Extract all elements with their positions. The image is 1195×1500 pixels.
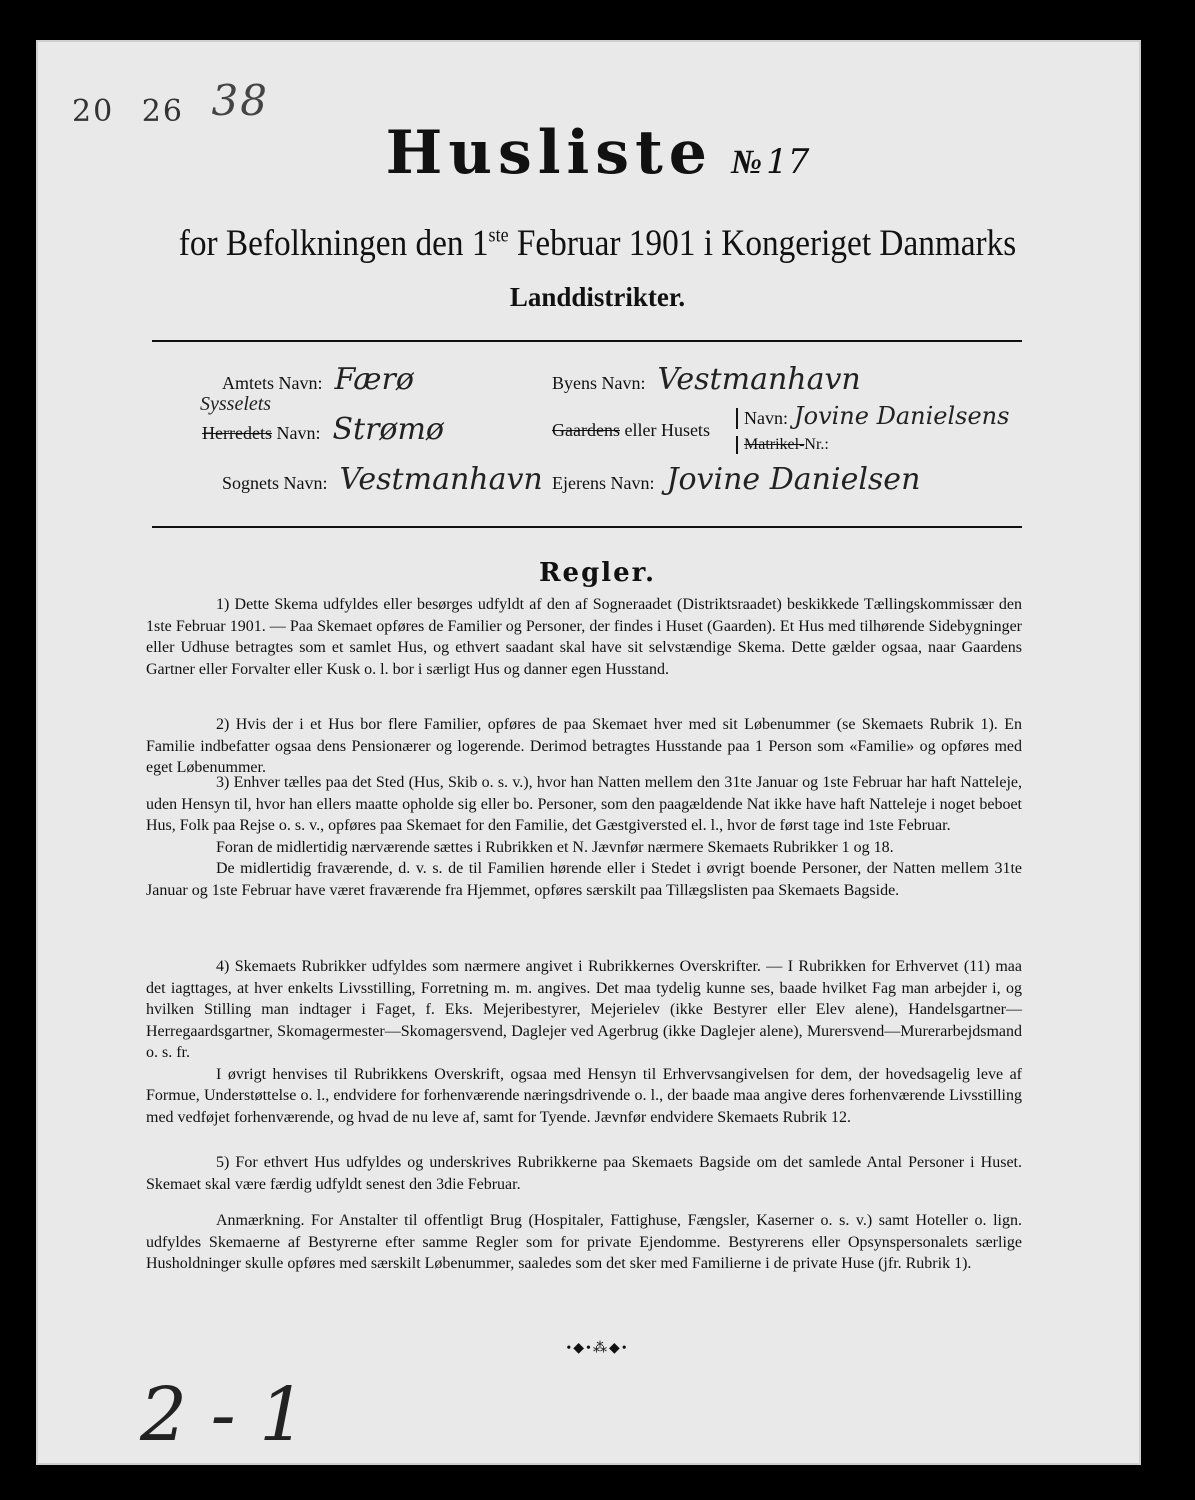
corner-number-1: 20 (72, 94, 115, 129)
ejer-value: Jovine Danielsen (666, 462, 921, 497)
subtitle-pre: for Befolkningen den 1 (178, 223, 489, 264)
title-main: Husliste (385, 118, 713, 188)
subtitle-post: Februar 1901 i Kongeriget Danmarks (508, 223, 1017, 264)
herred-label-2: Navn: (276, 423, 321, 443)
amt-field (222, 362, 414, 397)
rule-1-text: 1) Dette Skema udfyldes eller besørges udfyldt af den af Sogneraadet (Distriktsraadet) beskikkede Tællingskommissær den 1ste Februar 1901. — Paa Skemaet opføres de Familier og Personer, der findes i Huset (Gaarden). Et Hus med tilhørende Sidebygninger eller Udhuse betragtes som et samlet Hus, og ethvert saadant skal have sit selvstændige Skema. Dette gælder ogsaa, naar Gaardens Gartner eller Forvalter eller Kusk o. l. bor i særligt Hus og danner egen Husstand. (146, 596, 1022, 678)
ejer-field (552, 462, 920, 497)
by-label: Byens Navn: (552, 373, 646, 393)
gaard-label-a: Gaardens (552, 420, 620, 440)
rule-1 (146, 594, 1022, 680)
form-subtitle-2: Landdistrikter. (509, 282, 686, 312)
gaard-navn-field (736, 402, 1009, 430)
herred-field (202, 412, 444, 447)
rule-3 (146, 772, 1022, 901)
rule-2-text: 2) Hvis der i et Hus bor flere Familier, opføres de paa Skemaet hver med sit Løbenummer (se Skemaets Rubrik 1). En Familie indbefatter ogsaa dens Pensionærer og logerende. Derimod betragtes Husstande paa 1 Person som «Familie» og opføres med eget Løbenummer. (146, 716, 1022, 776)
top-divider (152, 340, 1022, 342)
herred-value: Strømø (332, 412, 444, 447)
ornament-divider: •◆•⁂◆• (566, 1341, 629, 1356)
annotation-text: Anmærkning. For Anstalter til offentligt Brug (Hospitaler, Fattighuse, Fængsler, Kaserner o. s. v.) samt Hoteller o. lign. udfyldes Skemaerne af Bestyrerne efter samme Regler som for private Ejendomme. Bestyrerens eller Opsynspersonalets særlige Husholdninger skulle opføres med særskilt Løbenummer, saaledes som det sker med Familierne i de private Huse (jfr. Rubrik 1). (146, 1212, 1022, 1272)
sogn-field (222, 462, 543, 497)
bottom-handwritten-note: 2 - 1 (140, 1372, 307, 1458)
rule-4b-text: I øvrigt henvises til Rubrikkens Overskrift, ogsaa med Hensyn til Erhvervsangivelsen for dem, der hovedsagelig leve af Formue, Understøttelse o. l., endvidere for forhenværende næringsdrivende o. l., der baade maa angive deres forhenværende Livsstilling med vedføjet forhenværende, og hvad de nu leve af, samt for Tyende. Jævnfør endvidere Skemaets Rubrik 12. (146, 1065, 1022, 1126)
rule-3c-text: De midlertidig fraværende, d. v. s. de til Familien hørende eller i Stedet i øvrigt boende Personer, der Natten mellem 31te Januar og 1ste Februar have været fraværende fra Hjemmet, opføres særskilt paa Tillægslisten paa Skemaets Bagside. (146, 860, 1022, 899)
corner-number-2: 26 (141, 94, 184, 129)
rule-3b-text: Foran de midlertidig nærværende sættes i Rubrikken et N. Jævnfør nærmere Skemaets Rubrikker 1 og 18. (216, 838, 894, 856)
rule-5-text: 5) For ethvert Hus udfyldes og underskrives Rubrikkerne paa Skemaets Bagside om det samlede Antal Personer i Huset. Skemaet skal være færdig udfyldt senest den 3die Februar. (146, 1154, 1022, 1193)
amt-label: Amtets Navn: (222, 373, 323, 393)
form-subtitle (60, 222, 1136, 265)
matrikel-label-b: Nr.: (804, 436, 829, 453)
amt-value: Færø (334, 362, 414, 397)
annotation-note (146, 1210, 1022, 1275)
by-field (552, 362, 861, 397)
rule-5 (146, 1152, 1022, 1195)
matrikel-label-a: Matrikel- (744, 436, 805, 453)
list-number-handwritten: 17 (766, 142, 810, 182)
rule-4a-text: 4) Skemaets Rubrikker udfyldes som nærmere angivet i Rubrikkernes Overskrifter. — I Rubrikken for Erhvervet (11) maa det iagttages, at hver enkelts Livsstilling, Forretning m. m. angives. Det maa tydelig kunne ses, baade hvilket Fag man arbejder i, og hvilken Stilling man indtager i Faget, f. Eks. Mejeribestyrer, Mejerielev (ikke Bestyrer eller Elev alene), Handelsgartner—Herregaardsgartner, Skomagermester—Skomagersvend, Daglejer ved Agerbrug (ikke Daglejer alene), Murersvend—Murerarbejdsmand o. s. fr. (146, 958, 1022, 1061)
corner-handwritten-number: 38 (211, 76, 269, 125)
sogn-value: Vestmanhavn (339, 462, 543, 497)
number-label: № (730, 144, 763, 181)
matrikel-label (736, 436, 829, 454)
rule-3a-text: 3) Enhver tælles paa det Sted (Hus, Skib o. s. v.), hvor han Natten mellem den 31te Januar og 1ste Februar har haft Natteleje, uden Hensyn til, hvor han ellers maatte opholde sig eller bo. Personer, som den paagældende Nat ikke have haft Natteleje i noget beboet Hus, Folk paa Rejse o. s. v., opføres paa Skemaet for den Familie, det Gæstgiversted el. l., hvor de først tage ind 1ste Februar. (146, 774, 1022, 834)
sogn-label: Sognets Navn: (222, 473, 328, 493)
navn-label: Navn: (736, 408, 788, 429)
gaard-label-b: eller Husets (619, 420, 710, 440)
by-value: Vestmanhavn (657, 362, 861, 397)
gaard-label (552, 420, 710, 441)
rules-heading: Regler. (538, 558, 657, 588)
bottom-divider (152, 526, 1022, 528)
subtitle-sup: ste (488, 224, 509, 247)
ejer-label: Ejerens Navn: (552, 473, 655, 493)
herred-handwritten-correction: Sysselets (200, 393, 272, 415)
navn-value: Jovine Danielsens (794, 402, 1010, 430)
matrikel-field (736, 436, 829, 454)
rule-2 (146, 714, 1022, 779)
herred-label: Herredets (202, 423, 272, 443)
rule-4 (146, 956, 1022, 1128)
form-title (0, 118, 1195, 188)
